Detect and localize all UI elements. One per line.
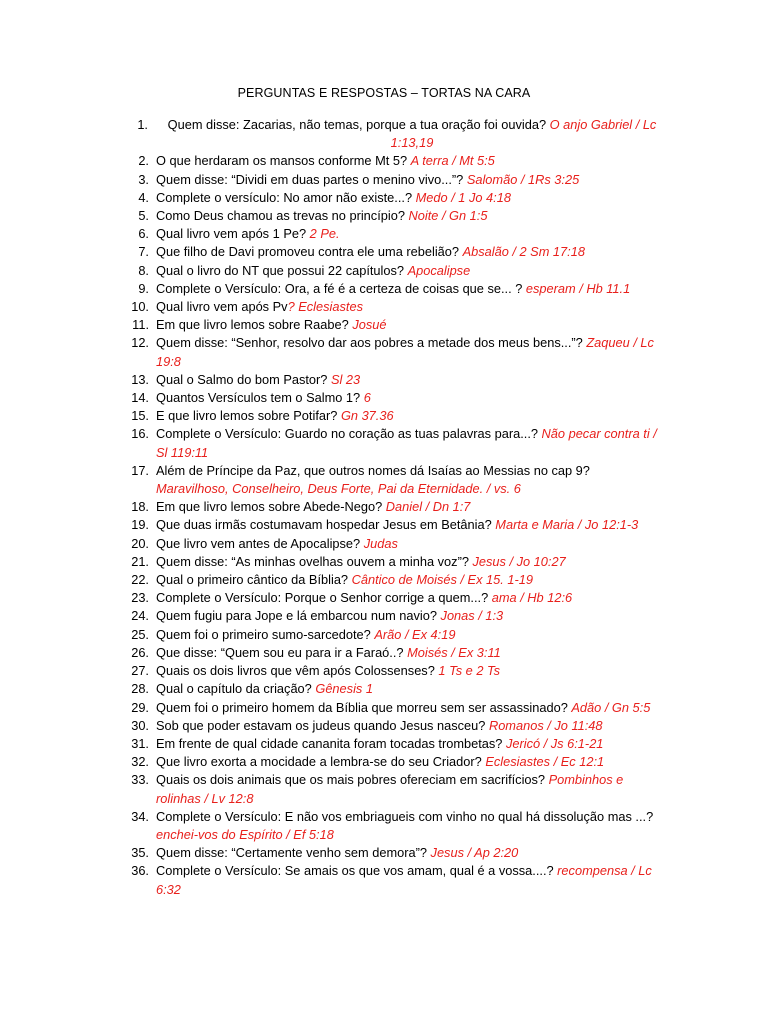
question-text: E que livro lemos sobre Potifar?	[156, 408, 341, 424]
answer-text: Judas	[363, 535, 398, 551]
question-number: 12.	[131, 335, 149, 351]
question-text: Qual livro vem após Pv	[156, 299, 288, 315]
question-text: Quem fugiu para Jope e lá embarcou num navio?	[156, 608, 441, 624]
question-item	[0, 535, 768, 553]
question-list	[0, 116, 768, 899]
question-text: Que livro vem antes de Apocalipse?	[156, 535, 364, 551]
answer-text: O anjo Gabriel / Lc 1:13,19	[390, 117, 657, 151]
question-item	[0, 735, 768, 753]
question-item	[0, 298, 768, 316]
question-item	[0, 407, 768, 425]
question-text: Qual o capítulo da criação?	[156, 681, 316, 697]
question-text: Quem disse: “Dividi em duas partes o menino vivo...”?	[156, 171, 467, 187]
question-text: Como Deus chamou as trevas no princípio?	[156, 208, 409, 224]
answer-text: enchei-vos do Espírito / Ef 5:18	[156, 826, 334, 842]
page-title: PERGUNTAS E RESPOSTAS – TORTAS NA CARA	[237, 86, 531, 100]
question-number: 3.	[138, 171, 149, 187]
answer-text: Eclesiastes / Ec 12:1	[485, 754, 605, 770]
question-number: 16.	[131, 426, 149, 442]
question-item	[0, 516, 768, 534]
answer-text: Adão / Gn 5:5	[571, 699, 651, 715]
question-item	[0, 189, 768, 207]
question-item	[0, 626, 768, 644]
question-number: 33.	[131, 772, 149, 788]
question-text: Complete o Versículo: Porque o Senhor corrige a quem...?	[156, 590, 492, 606]
answer-text: A terra / Mt 5:5	[410, 153, 495, 169]
answer-text: Gênesis 1	[315, 681, 373, 697]
question-number: 18.	[131, 499, 149, 515]
question-number: 32.	[131, 754, 149, 770]
question-item	[0, 207, 768, 225]
answer-text: Jesus / Ap 2:20	[430, 845, 519, 861]
question-item	[0, 334, 768, 370]
question-item	[0, 553, 768, 571]
question-text: O que herdaram os mansos conforme Mt 5?	[156, 153, 411, 169]
question-item	[0, 662, 768, 680]
answer-text: Cântico de Moisés / Ex 15. 1-19	[351, 572, 533, 588]
question-number: 6.	[138, 226, 149, 242]
question-number: 36.	[131, 863, 149, 879]
question-number: 4.	[138, 189, 149, 205]
question-text: Complete o Versículo: E não vos embriagueis com vinho no qual há dissolução mas ...?	[156, 808, 654, 824]
question-text: Além de Príncipe da Paz, que outros nomes dá Isaías ao Messias no cap 9?	[156, 462, 590, 478]
question-number: 29.	[131, 699, 149, 715]
question-number: 10.	[131, 299, 149, 315]
question-item	[0, 607, 768, 625]
question-number: 13.	[131, 371, 149, 387]
question-item	[0, 371, 768, 389]
question-text: Sob que poder estavam os judeus quando Jesus nasceu?	[156, 717, 489, 733]
question-number: 11.	[132, 317, 149, 333]
answer-text: 6	[363, 390, 371, 406]
answer-text: Medo / 1 Jo 4:18	[415, 189, 511, 205]
question-item	[0, 808, 768, 844]
question-item	[0, 699, 768, 717]
question-number: 19.	[131, 517, 149, 533]
question-item	[0, 152, 768, 170]
question-item	[0, 771, 768, 807]
question-item	[0, 280, 768, 298]
question-number: 26.	[131, 644, 149, 660]
answer-text: Moisés / Ex 3:11	[407, 644, 501, 660]
question-text: Qual o primeiro cântico da Bíblia?	[156, 572, 352, 588]
question-text: Qual o Salmo do bom Pastor?	[156, 371, 331, 387]
question-text: Quais os dois livros que vêm após Colossenses?	[156, 663, 439, 679]
question-number: 27.	[131, 663, 149, 679]
answer-text: Salomão / 1Rs 3:25	[466, 171, 580, 187]
answer-text: Maravilhoso, Conselheiro, Deus Forte, Pai da Eternidade. / vs. 6	[156, 481, 521, 497]
question-text: Em frente de qual cidade cananita foram tocadas trombetas?	[156, 735, 506, 751]
answer-text: Daniel / Dn 1:7	[385, 499, 471, 515]
answer-text: Absalão / 2 Sm 17:18	[462, 244, 585, 260]
answer-text: Zaqueu / Lc 19:8	[156, 335, 654, 369]
answer-text: Sl 23	[330, 371, 361, 387]
question-text: Qual livro vem após 1 Pe?	[156, 226, 310, 242]
question-number: 35.	[131, 845, 149, 861]
question-number: 20.	[131, 535, 149, 551]
question-number: 1.	[137, 117, 148, 132]
answer-text: Pombinhos e rolinhas / Lv 12:8	[156, 772, 624, 806]
question-number: 17.	[131, 462, 149, 478]
question-number: 34.	[131, 808, 149, 824]
question-item	[0, 644, 768, 662]
question-number: 21.	[131, 553, 149, 569]
question-text: Que livro exorta a mocidade a lembra-se do seu Criador?	[156, 754, 486, 770]
question-number: 30.	[131, 717, 149, 733]
question-item	[0, 425, 768, 461]
question-text: Qual o livro do NT que possui 22 capítulos?	[156, 262, 408, 278]
question-number: 9.	[138, 280, 149, 296]
question-text: Que filho de Davi promoveu contra ele uma rebelião?	[156, 244, 463, 260]
question-number: 14.	[131, 390, 149, 406]
answer-text: 2 Pe.	[309, 226, 340, 242]
question-text: Complete o Versículo: Se amais os que vos amam, qual é a vossa....?	[156, 863, 558, 879]
question-text: Que disse: “Quem sou eu para ir a Faraó..?	[156, 644, 408, 660]
question-number: 25.	[131, 626, 149, 642]
question-number: 7.	[138, 244, 149, 260]
question-item	[0, 498, 768, 516]
question-number: 22.	[131, 572, 149, 588]
question-text: Complete o Versículo: Ora, a fé é a certeza de coisas que se... ?	[156, 280, 526, 296]
question-item	[0, 844, 768, 862]
answer-text: Apocalipse	[407, 262, 471, 278]
answer-text: Jonas / 1:3	[440, 608, 504, 624]
answer-text: Romanos / Jo 11:48	[488, 717, 603, 733]
question-text: Em que livro lemos sobre Raabe?	[156, 317, 353, 333]
question-item	[0, 316, 768, 334]
question-item	[0, 462, 768, 498]
question-text: Quem disse: “As minhas ovelhas ouvem a minha voz”?	[156, 553, 473, 569]
question-text: Complete o versículo: No amor não existe...?	[156, 189, 416, 205]
answer-text: Gn 37.36	[340, 408, 394, 424]
question-number: 2.	[138, 153, 149, 169]
question-text: Em que livro lemos sobre Abede-Nego?	[156, 499, 386, 515]
question-number: 15.	[131, 408, 149, 424]
question-text: Complete o Versículo: Guardo no coração as tuas palavras para...?	[156, 426, 542, 442]
question-item	[0, 753, 768, 771]
question-item	[0, 116, 768, 152]
answer-text: Josué	[352, 317, 387, 333]
answer-text: esperam / Hb 11.1	[525, 280, 631, 296]
question-text: Quem foi o primeiro homem da Bíblia que morreu sem ser assassinado?	[156, 699, 572, 715]
question-text: Quais os dois animais que os mais pobres ofereciam em sacrifícios?	[156, 772, 549, 788]
question-number: 5.	[138, 208, 149, 224]
question-item	[0, 262, 768, 280]
answer-text: ama / Hb 12:6	[491, 590, 573, 606]
question-item	[0, 389, 768, 407]
question-item	[0, 171, 768, 189]
question-item	[0, 589, 768, 607]
question-number: 31.	[131, 735, 149, 751]
question-text: Quem disse: “Senhor, resolvo dar aos pobres a metade dos meus bens...”?	[156, 335, 587, 351]
answer-text: recompensa / Lc 6:32	[156, 863, 652, 897]
answer-text: Não pecar contra ti / Sl 119:11	[156, 426, 657, 460]
question-item	[0, 571, 768, 589]
question-text: Quantos Versículos tem o Salmo 1?	[156, 390, 364, 406]
question-text: Quem disse: Zacarias, não temas, porque a tua oração foi ouvida?	[167, 117, 550, 132]
question-item	[0, 680, 768, 698]
question-item	[0, 862, 768, 898]
question-number: 8.	[138, 262, 149, 278]
answer-text: Arão / Ex 4:19	[374, 626, 456, 642]
answer-text: 1 Ts e 2 Ts	[438, 663, 501, 679]
question-item	[0, 717, 768, 735]
answer-text: Marta e Maria / Jo 12:1-3	[495, 517, 639, 533]
question-number: 23.	[131, 590, 149, 606]
answer-text: Jericó / Js 6:1-21	[505, 735, 604, 751]
question-text: Que duas irmãs costumavam hospedar Jesus em Betânia?	[156, 517, 496, 533]
question-item	[0, 225, 768, 243]
question-text: Quem disse: “Certamente venho sem demora”?	[156, 845, 431, 861]
question-text: Quem foi o primeiro sumo-sarcedote?	[156, 626, 375, 642]
question-item	[0, 243, 768, 261]
question-number: 24.	[131, 608, 149, 624]
answer-text: ? Eclesiastes	[287, 299, 363, 315]
question-number: 28.	[131, 681, 149, 697]
answer-text: Jesus / Jo 10:27	[472, 553, 566, 569]
answer-text: Noite / Gn 1:5	[408, 208, 488, 224]
